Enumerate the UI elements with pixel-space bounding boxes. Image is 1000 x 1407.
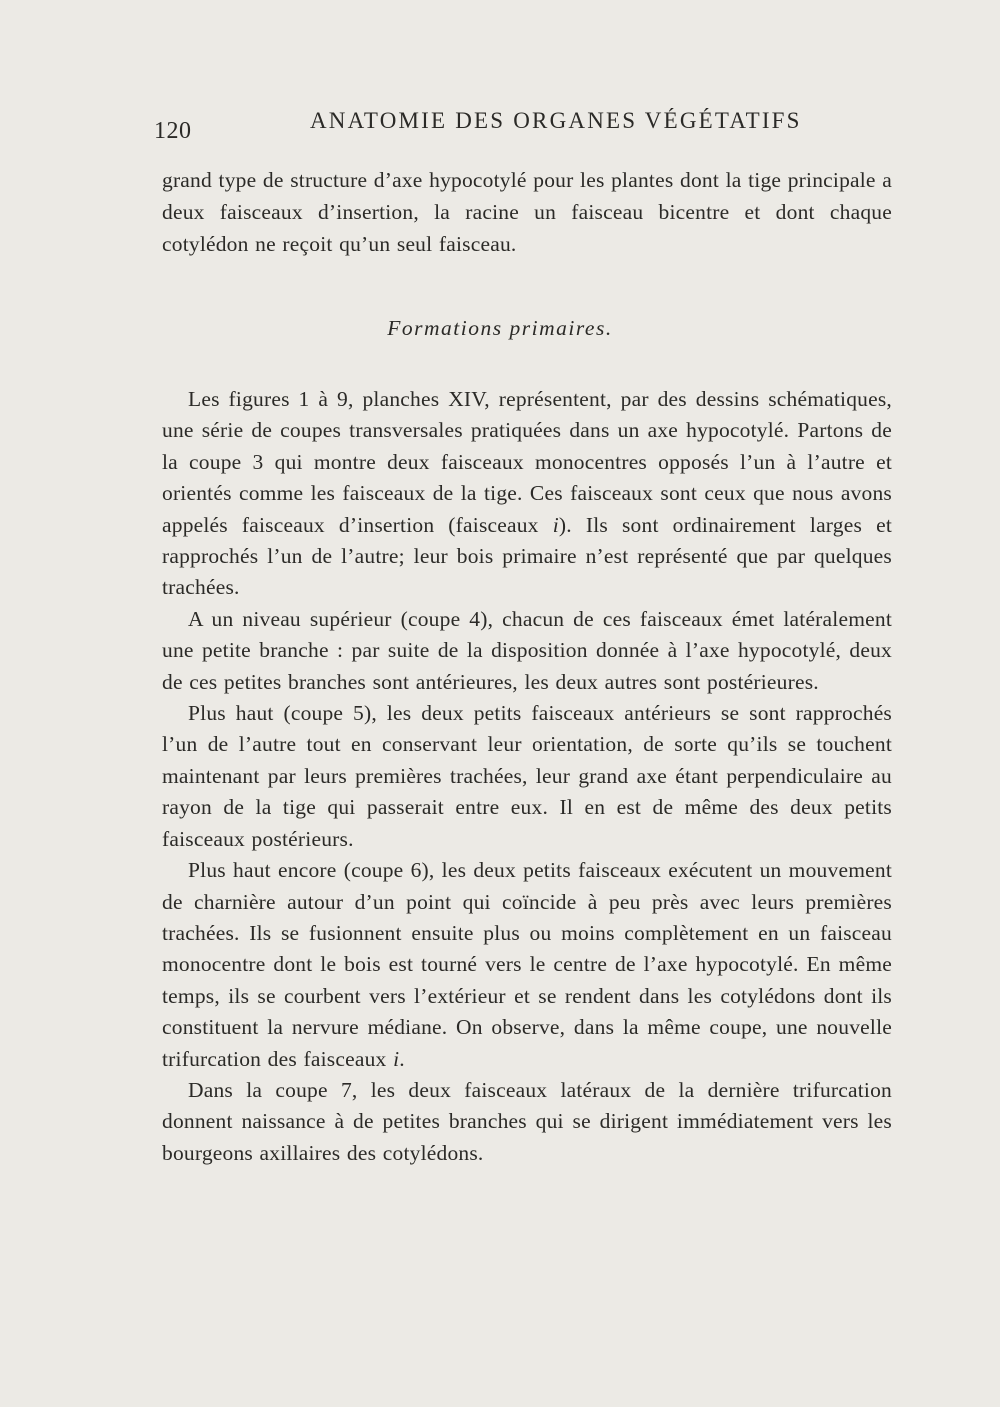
body-text (162, 384, 892, 1169)
paragraph-text: Dans la coupe 7, les deux faisceaux latéraux de la dernière trifurcation donnent naissance à de petites branches qui se dirigent immédiatement vers les bourgeons axillaires des cotylédons. (162, 1077, 892, 1165)
page-number: 120 (154, 118, 192, 144)
italic-label: i (393, 1046, 400, 1071)
paragraph-text: Plus haut (coupe 5), les deux petits faisceaux antérieurs se sont rapprochés l’un de l’autre tout en conservant leur orientation, de sorte qu’ils se touchent maintenant par leurs premières trachées, leur grand axe étant perpendiculaire au rayon de la tige qui passerait entre eux. Il en est de même des deux petits faisceaux postérieurs. (162, 701, 892, 851)
paragraph (162, 604, 892, 698)
paragraph (162, 384, 892, 604)
running-title: ANATOMIE DES ORGANES VÉGÉTATIFS (310, 108, 802, 133)
paragraph (162, 855, 892, 1075)
paragraph-text: A un niveau supérieur (coupe 4), chacun de ces faisceaux émet latéralement une petite branche : par suite de la disposition donnée à l’axe hypocotylé, deux de ces petites branches sont antérieures, les deux autres sont postérieures. (162, 606, 892, 694)
paragraph-text: Les figures 1 à 9, planches XIV, représentent, par des dessins schématiques, une série de coupes transversales pratiquées dans un axe hypocotylé. Partons de la coupe 3 qui montre deux faisceaux monocentres opposés l’un à l’autre et orientés comme les faisceaux de la tige. Ces faisceaux sont ceux que nous avons appelés faisceaux d’insertion (faisceaux (162, 387, 892, 537)
paragraph (162, 698, 892, 855)
paragraph-text: Plus haut encore (coupe 6), les deux petits faisceaux exécutent un mouvement de charnière autour d’un point qui coïncide à peu près avec leurs premières trachées. Ils se fusionnent ensuite plus ou moins complètement en un faisceau monocentre dont le bois est tourné vers le centre de l’axe hypocotylé. En même temps, ils se courbent vers l’extérieur et se rendent dans les cotylédons dont ils constituent la nervure médiane. On observe, dans la même coupe, une nouvelle trifurcation des faisceaux (162, 858, 892, 1071)
italic-label: i (552, 512, 559, 537)
opening-paragraph: grand type de structure d’axe hypocotylé pour les plantes dont la tige principale a deux faisceaux d’insertion, la racine un faisceau bicentre et dont chaque cotylédon ne reçoit qu’un seul faisceau. (162, 168, 892, 256)
paragraph-text: ). Ils sont ordinairement larges et rapprochés l’un de l’autre; leur bois primaire n’est représenté que par quelques trachées. (162, 512, 892, 600)
section-heading: Formations primaires. (387, 316, 613, 340)
paragraph-text: . (399, 1046, 405, 1071)
paragraph (162, 1075, 892, 1169)
page-header (154, 108, 895, 148)
